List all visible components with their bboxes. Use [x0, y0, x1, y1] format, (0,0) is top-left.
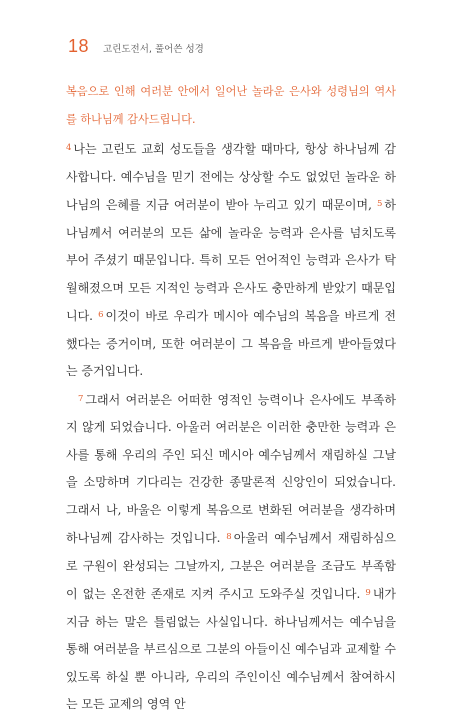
verse-text: 하나님께서 여러분의 모든 삶에 놀라운 능력과 은사를 넘치도록 부어 주셨기 때문입니다. 특히 모든 언어적인 능력과 은사가 탁월해졌으며 모든 지적인 능력과 은사도 충만하게 받았기 때문입니다. — [66, 198, 396, 323]
verse-text: 그래서 여러분은 어떠한 영적인 능력이나 은사에도 부족하지 않게 되었습니다. 아울러 여러분은 이러한 충만한 능력과 은사를 통해 우리의 주인 되신 메시아 예수님께서 재림하실 그날을 소망하며 기다리는 건강한 종말론적 신앙인이 되었습니다. 그래서 나, 바울은 이렇게 복음으로 변화된 여러분을 생각하며 하나님께 감사하는 것입니다. — [66, 392, 396, 545]
verse-number: 8 — [226, 532, 232, 542]
running-title: 고린도전서, 풀어쓴 성경 — [103, 44, 204, 55]
verse-number: 6 — [98, 310, 104, 320]
page-number: 18 — [68, 36, 90, 56]
verse-number: 7 — [78, 393, 84, 404]
verse-text: 나는 고린도 교회 성도들을 생각할 때마다, 항상 하나님께 감사합니다. 예수님을 믿기 전에는 상상할 수도 없었던 놀라운 하나님의 은혜를 지금 여러분이 받아 누리고 있기 때문이며, — [66, 142, 396, 212]
verse-text: 이것이 바로 우리가 메시아 예수님의 복음을 바르게 전했다는 증거이며, 또한 여러분이 그 복음을 바르게 받아들였다는 증거입니다. — [66, 309, 396, 378]
page-header — [68, 36, 204, 57]
paragraph — [66, 135, 396, 386]
verse-number: 4 — [66, 143, 72, 153]
page-body — [66, 78, 396, 719]
verse-number: 9 — [365, 588, 371, 598]
verse-text: 내가 지금 하는 말은 틀림없는 사실입니다. 하나님께서는 예수님을 통해 여러분을 부르심으로 그분의 아들이신 예수님과 교제할 수 있도록 하실 뿐 아니라, 우리의 주인이신 예수님께서 참여하시는 모든 교제의 영역 안 — [66, 587, 396, 711]
section-lead: 복음으로 인해 여러분 안에서 일어난 놀라운 은사와 성령님의 역사를 하나님께 감사드립니다. — [66, 85, 396, 126]
verse-text: 아울러 예수님께서 재림하심으로 구원이 완성되는 그날까지, 그분은 여러분을 조금도 부족함이 없는 온전한 존재로 지켜 주시고 도와주실 것입니다. — [66, 531, 396, 601]
paragraph — [66, 386, 396, 719]
verse-number: 5 — [376, 199, 383, 209]
